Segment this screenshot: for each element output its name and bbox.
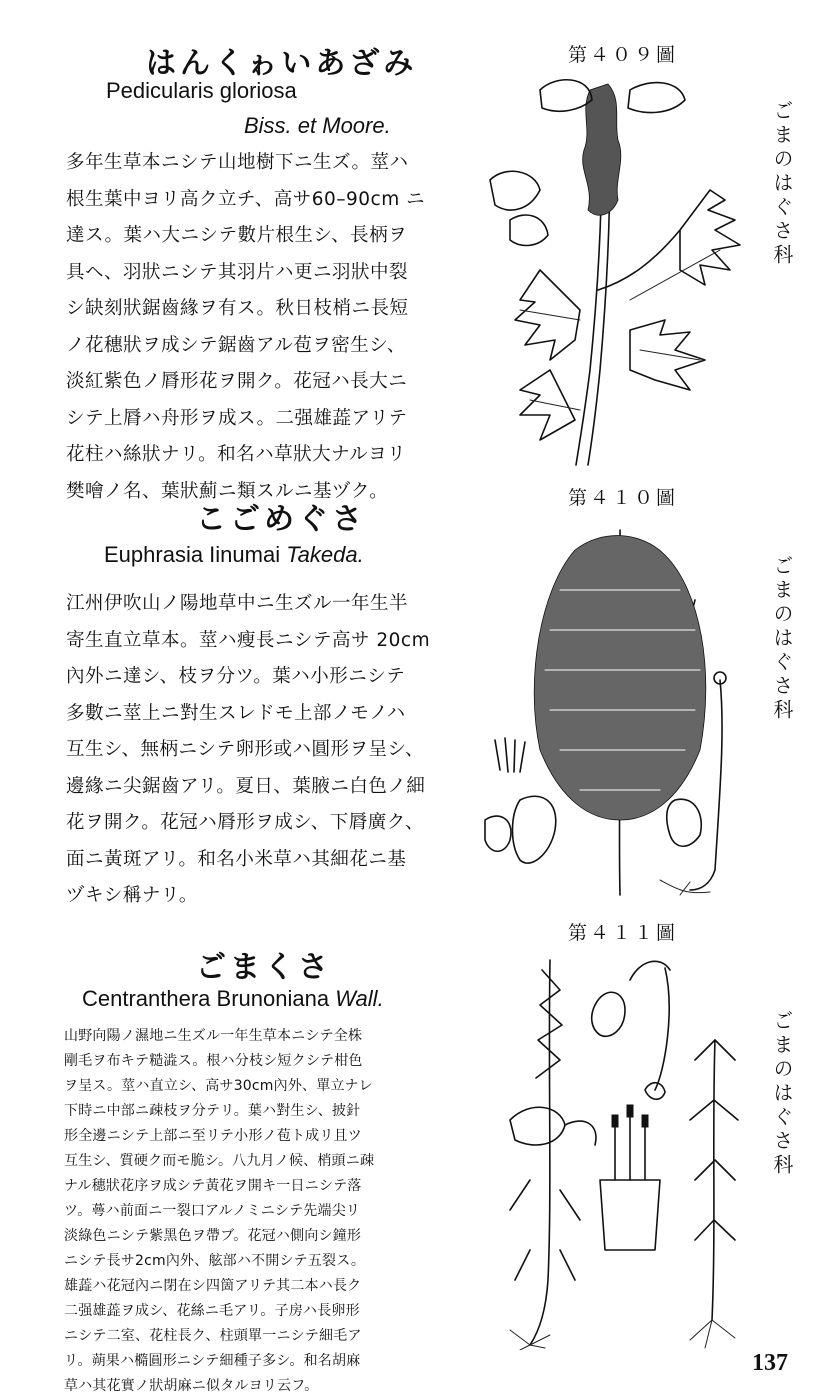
description-line: ヲ呈ス。莖ハ直立シ、高サ30cm內外、單立ナレ — [64, 1078, 373, 1094]
description-line: 多年生草本ニシテ山地樹下ニ生ズ。莖ハ — [66, 152, 409, 173]
entry-3-scientific-name: Centranthera Brunoniana Wall. — [82, 986, 384, 1011]
description-line: 具ヘ、羽狀ニシテ其羽片ハ更ニ羽狀中裂 — [66, 261, 409, 283]
entry-2-figure-label: 第４１０圖 — [568, 487, 679, 509]
description-line: 根生葉中ヨリ高ク立チ、高サ60–90cm ニ — [66, 188, 426, 210]
description-line: 多數ニ莖上ニ對生スレドモ上部ノモノハ — [66, 702, 406, 724]
description-line: 草ハ其花實ノ狀胡麻ニ似タルヨリ云フ。 — [64, 1378, 319, 1394]
pedicularis-illustration — [480, 70, 760, 470]
description-line: ノ花穗狀ヲ成シテ鋸齒アル苞ヲ密生シ、 — [66, 334, 406, 356]
description-line: 二强雄蕋ヲ成シ、花絲ニ毛アリ。子房ハ長卵形 — [64, 1303, 360, 1319]
description-line: シ缺刻狀鋸齒緣ヲ有ス。秋日枝梢ニ長短 — [66, 298, 409, 319]
entry-3-family-label: ごまのはぐさ科 — [770, 1010, 794, 1178]
description-line: 寄生直立草本。莖ハ瘦長ニシテ高サ 20cm — [66, 629, 431, 651]
description-line: 江州伊吹山ノ陽地草中ニ生ズル一年生半 — [66, 593, 409, 614]
description-line: 剛毛ヲ布キテ糙澁ス。根ハ分枝シ短クシテ柑色 — [64, 1053, 363, 1069]
description-line: 花ヲ開ク。花冠ハ脣形ヲ成シ、下脣廣ク、 — [66, 812, 425, 833]
entry-3-description — [64, 1024, 484, 1399]
description-line: 邊緣ニ尖鋸齒アリ。夏日、葉腋ニ白色ノ細 — [66, 775, 426, 797]
description-line: 淡綠色ニシテ紫黑色ヲ帶ブ。花冠ハ側向シ鐘形 — [64, 1228, 362, 1244]
description-line: ナル穗狀花序ヲ成シテ黃花ヲ開キ一日ニシテ落 — [64, 1178, 362, 1194]
description-line: 內外ニ達シ、枝ヲ分ツ。葉ハ小形ニシテ — [66, 666, 406, 687]
entry-3-figure-label: 第４１１圖 — [568, 922, 679, 944]
entry-2-scientific-name: Euphrasia Iinumai Takeda. — [104, 542, 364, 567]
description-line: 面ニ黃斑アリ。和名小米草ハ其細花ニ基 — [66, 848, 407, 870]
description-line: 下時ニ中部ニ疎枝ヲ分テリ。葉ハ對生シ、披針 — [64, 1103, 361, 1119]
centranthera-illustration — [490, 950, 760, 1350]
description-line: 達ス。葉ハ大ニシテ數片根生シ、長柄ヲ — [66, 225, 408, 246]
description-line: ツ。蕚ハ前面ニ一裂口アルノミニシテ先端尖リ — [64, 1203, 361, 1219]
entry-1-scientific-name: Pedicularis gloriosa — [106, 78, 297, 103]
entry-2-title: こごめぐさ — [196, 502, 366, 537]
description-line: 互生シ、無柄ニシテ卵形或ハ圓形ヲ呈シ、 — [66, 739, 425, 760]
entry-1-figure-label: 第４０９圖 — [568, 44, 679, 66]
description-line: 山野向陽ノ濕地ニ生ズル一年生草本ニシテ全株 — [64, 1028, 363, 1044]
entry-3-title: ごまくさ — [196, 950, 332, 985]
entry-2-description — [66, 586, 476, 915]
description-line: 互生シ、質硬ク而モ脆シ。八九月ノ候、梢頭ニ疎 — [64, 1153, 375, 1169]
page-number: 137 — [752, 1350, 788, 1376]
description-line: ニシテ長サ2cm內外、舷部ハ不開シテ五裂ス。 — [64, 1253, 366, 1269]
description-line: 雄蕋ハ花冠內ニ閉在シ四箇アリテ其二本ハ長ク — [64, 1278, 362, 1294]
entry-2-family-label: ごまのはぐさ科 — [770, 555, 794, 723]
description-line: リ。蒴果ハ橢圓形ニシテ細種子多シ。和名胡麻 — [64, 1353, 361, 1369]
description-line: ニシテ二室、花柱長ク、柱頭單一ニシテ細毛ア — [64, 1328, 362, 1344]
entry-1-title: はんくゎいあざみ — [146, 46, 418, 81]
description-line: 形全邊ニシテ上部ニ至リテ小形ノ苞ト成リ且ツ — [64, 1128, 362, 1144]
entry-1-authority: Biss. et Moore. — [244, 113, 391, 138]
description-line: シテ上脣ハ舟形ヲ成ス。二强雄蕋アリテ — [66, 407, 408, 429]
description-line: 淡紅紫色ノ脣形花ヲ開ク。花冠ハ長大ニ — [66, 371, 408, 392]
euphrasia-illustration — [480, 510, 760, 900]
description-line: ヅキシ稱ナリ。 — [66, 885, 198, 906]
description-line: 樊噲ノ名、葉狀薊ニ類スルニ基ヅク。 — [66, 480, 389, 502]
entry-1-family-label: ごまのはぐさ科 — [770, 100, 794, 268]
description-line: 花柱ハ絲狀ナリ。和名ハ草狀大ナルヨリ — [66, 444, 407, 465]
entry-1-description — [66, 145, 476, 510]
